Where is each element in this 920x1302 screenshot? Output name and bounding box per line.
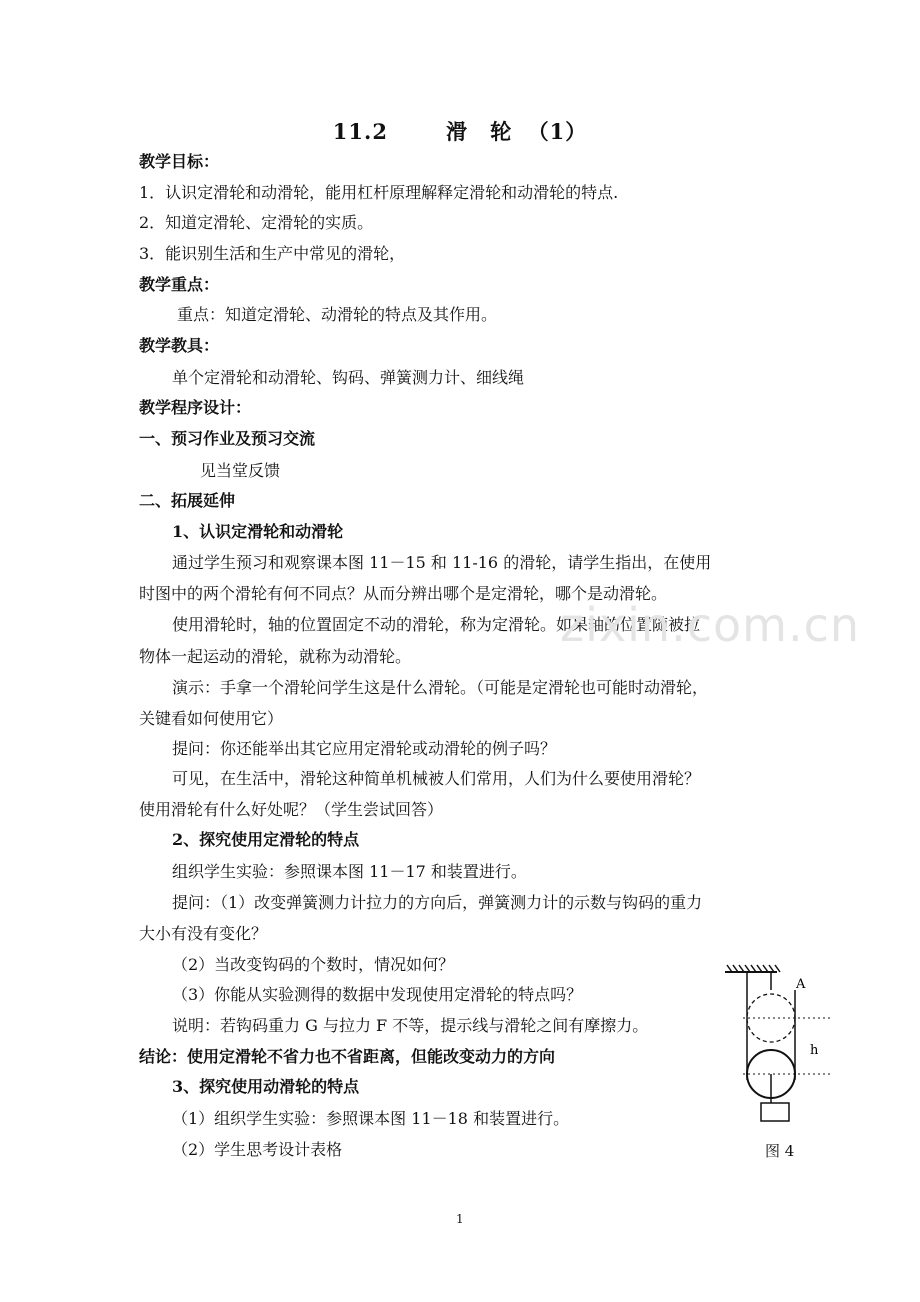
tools-text: 单个定滑轮和动滑轮、钩码、弹簧测力计、细线绳 (172, 368, 525, 387)
sub2-line: 提问：（1）改变弹簧测力计拉力的方向后，弹簧测力计的示数与钩码的重力 (172, 893, 703, 912)
key-points-text: 重点：知道定滑轮、动滑轮的特点及其作用。 (177, 305, 498, 324)
figure-caption: 图 4 (765, 1142, 795, 1160)
procedure-heading: 教学程序设计： (139, 398, 252, 417)
sub2-line: 组织学生实验：参照课本图 11－17 和装置进行。 (172, 862, 527, 881)
sub1-line: 使用滑轮有什么好处呢？（学生尝试回答） (139, 800, 444, 819)
objective-item: 3．能识别生活和生产中常见的滑轮， (139, 244, 406, 263)
title-part: （1） (527, 119, 588, 144)
label-a: A (796, 977, 806, 992)
sub1-line: 通过学生预习和观察课本图 11－15 和 11-16 的滑轮，请学生指出，在使用 (172, 553, 712, 572)
conclusion: 结论：使用定滑轮不省力也不省距离，但能改变动力的方向 (139, 1047, 556, 1066)
sub2-line: 大小有没有变化？ (139, 924, 268, 943)
sub3-line: （2）学生思考设计表格 (172, 1140, 343, 1159)
sub2-heading: 2、探究使用定滑轮的特点 (172, 830, 360, 849)
tools-heading: 教学教具： (139, 336, 220, 355)
ceiling-mount (725, 965, 780, 972)
label-h: h (810, 1043, 819, 1058)
title-number: 11.2 (332, 119, 388, 144)
page-number: 1 (456, 1212, 464, 1226)
sub3-line: （1）组织学生实验：参照课本图 11－18 和装置进行。 (172, 1109, 570, 1128)
part1-heading: 一、预习作业及预习交流 (139, 429, 316, 448)
sub1-line: 物体一起运动的滑轮，就称为动滑轮。 (139, 647, 412, 666)
pulley-figure (715, 960, 835, 1160)
sub1-line: 可见，在生活中，滑轮这种简单机械被人们常用，人们为什么要使用滑轮？ (172, 769, 701, 788)
sub1-line: 提问：你还能举出其它应用定滑轮或动滑轮的例子吗？ (172, 739, 557, 758)
sub2-line: （2）当改变钩码的个数时，情况如何？ (172, 955, 455, 974)
sub1-heading: 1、认识定滑轮和动滑轮 (172, 522, 344, 541)
part2-heading: 二、拓展延伸 (139, 491, 236, 510)
sub1-line: 时图中的两个滑轮有何不同点？从而分辨出哪个是定滑轮，哪个是动滑轮。 (139, 584, 668, 603)
objective-item: 1．认识定滑轮和动滑轮，能用杠杆原理解释定滑轮和动滑轮的特点. (139, 183, 619, 202)
objectives-heading: 教学目标： (139, 152, 220, 171)
sub1-line: 关键看如何使用它） (139, 709, 284, 728)
watermark: zixin.com.cn (560, 598, 861, 652)
hook-weight (761, 1103, 789, 1121)
objective-item: 2．知道定滑轮、定滑轮的实质。 (139, 213, 374, 232)
key-points-heading: 教学重点： (139, 275, 220, 294)
title-name: 滑 轮 (445, 119, 520, 144)
part1-text: 见当堂反馈 (200, 461, 281, 480)
sub1-line: 使用滑轮时，轴的位置固定不动的滑轮，称为定滑轮。如果轴的位置随被拉 (172, 615, 701, 634)
sub2-line: 说明：若钩码重力 G 与拉力 F 不等，提示线与滑轮之间有摩擦力。 (172, 1016, 649, 1035)
page-title (0, 116, 920, 146)
sub1-line: 演示：手拿一个滑轮问学生这是什么滑轮。（可能是定滑轮也可能时动滑轮， (172, 678, 709, 697)
sub2-line: （3）你能从实验测得的数据中发现使用定滑轮的特点吗？ (172, 985, 583, 1004)
sub3-heading: 3、探究使用动滑轮的特点 (172, 1077, 360, 1096)
